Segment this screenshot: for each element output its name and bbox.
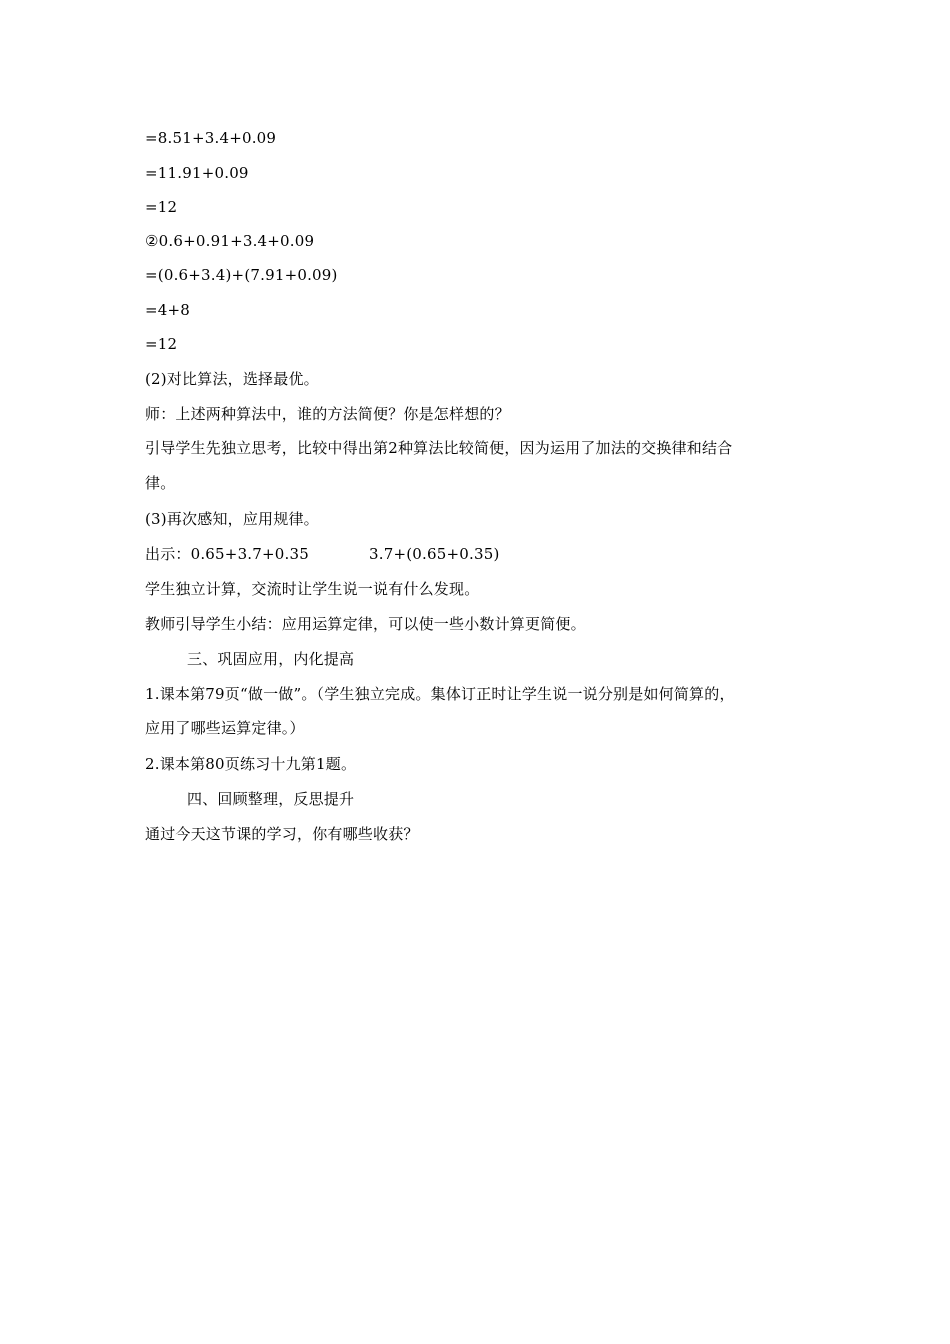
teacher-question: 师：上述两种算法中，谁的方法简便？你是怎样想的？ — [145, 405, 510, 423]
section-three-heading: 三、巩固应用，内化提高 — [187, 650, 355, 668]
calc-line-7: =12 — [145, 335, 178, 353]
calc-line-1: =8.51+3.4+0.09 — [145, 129, 277, 147]
exercise-1-line-1: 1.课本第79页“做一做”。（学生独立完成。集体订正时让学生说一说分别是如何简算的， — [145, 685, 735, 703]
calc-line-3: =12 — [145, 198, 178, 216]
calc-line-6: =4+8 — [145, 301, 191, 319]
exercise-1-line-2: 应用了哪些运算定律。） — [145, 719, 305, 737]
teacher-summary-line: 教师引导学生小结：应用运算定律，可以使一些小数计算更简便。 — [145, 615, 586, 633]
guidance-line-2: 律。 — [145, 474, 176, 492]
calc-line-2: =11.91+0.09 — [145, 164, 249, 182]
section-compare: (2)对比算法，选择最优。 — [145, 370, 319, 388]
calc-line-5: =(0.6+3.4)+(7.91+0.09) — [145, 266, 338, 284]
display-example-left: 出示：0.65+3.7+0.35 — [145, 545, 309, 563]
closing-question: 通过今天这节课的学习，你有哪些收获？ — [145, 825, 419, 843]
section-four-heading: 四、回顾整理，反思提升 — [187, 790, 355, 808]
display-example-right: 3.7+(0.65+0.35) — [369, 545, 500, 563]
calc-line-4: ②0.6+0.91+3.4+0.09 — [145, 232, 315, 250]
student-calc-line: 学生独立计算，交流时让学生说一说有什么发现。 — [145, 580, 480, 598]
guidance-line-1: 引导学生先独立思考，比较中得出第2种算法比较简便，因为运用了加法的交换律和结合 — [145, 439, 733, 457]
section-apply: (3)再次感知，应用规律。 — [145, 510, 319, 528]
exercise-2-line: 2.课本第80页练习十九第1题。 — [145, 755, 357, 773]
